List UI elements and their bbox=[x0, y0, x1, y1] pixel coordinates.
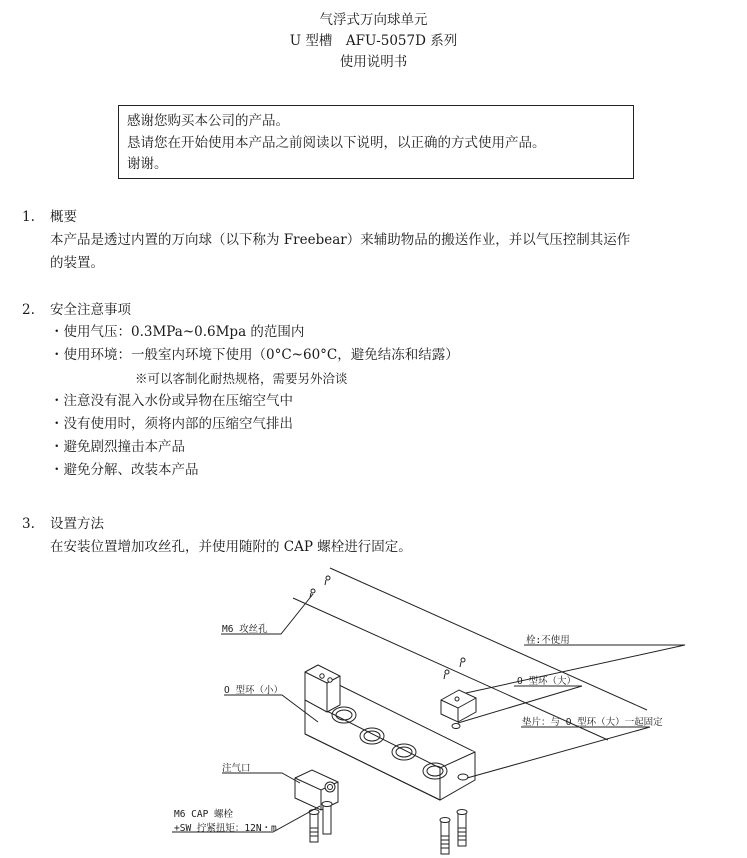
product-series: U 型槽 AFU-5057D 系列 bbox=[289, 33, 458, 49]
section-number: 3. bbox=[22, 516, 35, 532]
safety-item: ・注意没有混入水份或异物在压缩空气中 bbox=[50, 393, 293, 409]
overview-text-line: 本产品是透过内置的万向球（以下称为 Freebear）来辅助物品的搬送作业，并以气压控制其运作 bbox=[50, 232, 631, 248]
label-gasket: 垫片：与 O 型环（大）一起固定 bbox=[522, 717, 663, 728]
notice-line: 恳请您在开始使用本产品之前阅读以下说明，以正确的方式使用产品。 bbox=[127, 134, 546, 151]
label-air-inlet: 注气口 bbox=[222, 763, 251, 774]
cap-bolt bbox=[309, 802, 467, 855]
overview-text-line: 的装置。 bbox=[50, 255, 104, 271]
label-oring-small: O 型环（小） bbox=[224, 685, 283, 696]
section-title: 概要 bbox=[50, 209, 77, 225]
manual-title: 使用说明书 bbox=[339, 54, 408, 70]
notice-line: 谢谢。 bbox=[127, 156, 168, 172]
section-number: 2. bbox=[22, 302, 35, 318]
label-cap-bolt: M6 CAP 螺栓 bbox=[174, 809, 234, 820]
safety-item: ・使用环境：一般室内环境下使用（0°C~60°C，避免结冻和结露） bbox=[50, 347, 459, 363]
installation-text-line: 在安装位置增加攻丝孔，并使用随附的 CAP 螺栓进行固定。 bbox=[50, 539, 412, 555]
safety-item: ・避免剧烈撞击本产品 bbox=[50, 439, 185, 455]
safety-item: ・没有使用时，须将内部的压缩空气排出 bbox=[50, 416, 293, 432]
section-title: 安全注意事项 bbox=[50, 302, 131, 318]
safety-note: ※可以客制化耐热规格，需要另外洽谈 bbox=[135, 371, 348, 386]
notice-line: 感谢您购买本公司的产品。 bbox=[127, 113, 289, 129]
safety-item: ・使用气压：0.3MPa~0.6Mpa 的范围内 bbox=[50, 324, 305, 340]
label-plug-unused: 栓:不使用 bbox=[526, 635, 570, 646]
label-oring-large: O 型环（大） bbox=[517, 676, 576, 687]
product-name: 气浮式万向球单元 bbox=[319, 12, 428, 28]
section-number: 1. bbox=[22, 209, 35, 225]
label-tap-hole: M6 攻丝孔 bbox=[222, 624, 268, 635]
safety-item: ・避免分解、改装本产品 bbox=[50, 462, 199, 478]
label-torque: +SW 拧紧扭矩：12N・m bbox=[174, 823, 277, 834]
tap-hole-marker bbox=[310, 576, 465, 679]
mounting-surface-line bbox=[330, 568, 647, 710]
section-title: 设置方法 bbox=[50, 516, 104, 532]
